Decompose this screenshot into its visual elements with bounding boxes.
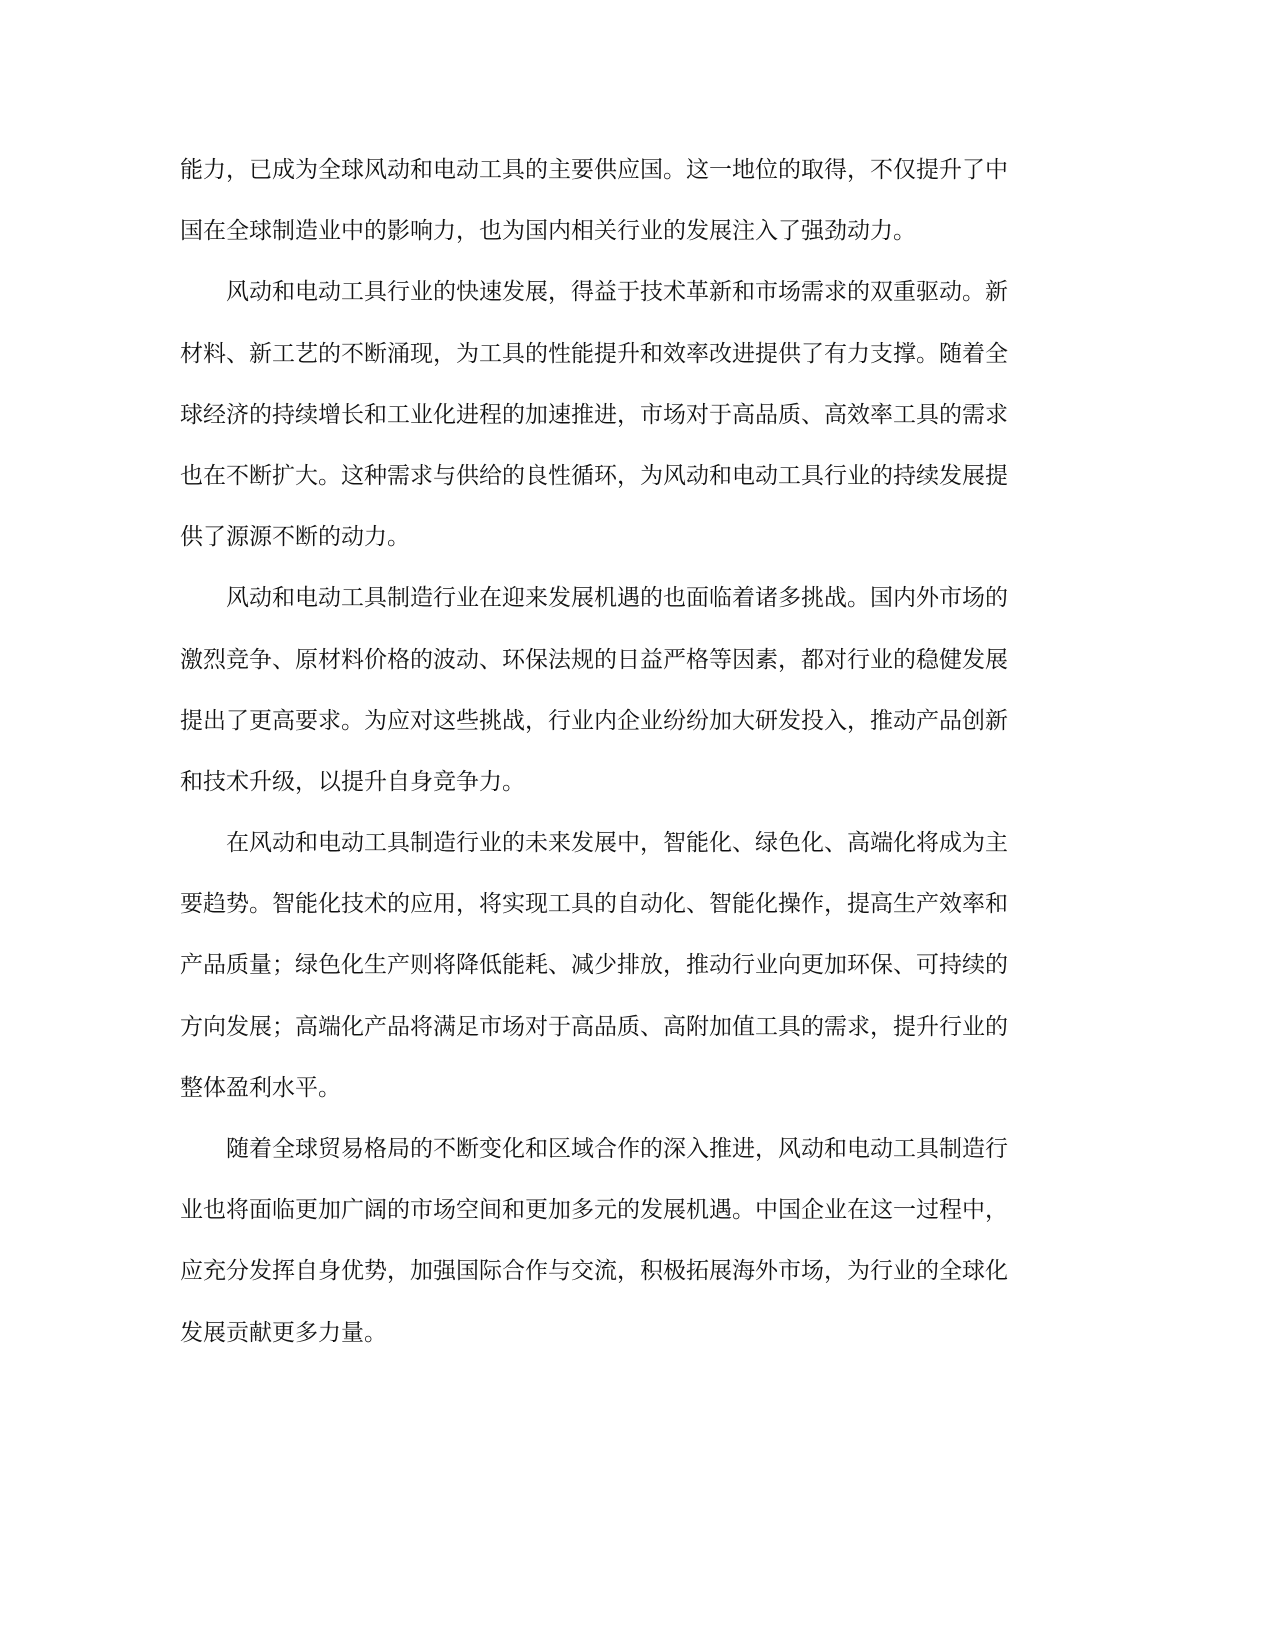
text-line: 业也将面临更加广阔的市场空间和更加多元的发展机遇。中国企业在这一过程中，	[180, 1197, 1008, 1224]
paragraph-first-line: 在风动和电动工具制造行业的未来发展中，智能化、绿色化、高端化将成为主	[226, 830, 1008, 857]
text-line: 要趋势。智能化技术的应用，将实现工具的自动化、智能化操作，提高生产效率和	[180, 891, 1008, 918]
text-line: 国在全球制造业中的影响力，也为国内相关行业的发展注入了强劲动力。	[180, 218, 916, 245]
body-text	[180, 140, 1036, 1364]
paragraph-first-line: 随着全球贸易格局的不断变化和区域合作的深入推进，风动和电动工具制造行	[226, 1136, 1008, 1162]
text-line: 产品质量；绿色化生产则将降低能耗、减少排放，推动行业向更加环保、可持续的	[180, 952, 1008, 979]
text-line: 发展贡献更多力量。	[180, 1319, 387, 1346]
text-line: 材料、新工艺的不断涌现，为工具的性能提升和效率改进提供了有力支撑。随着全	[180, 340, 1008, 367]
paragraph-first-line: 风动和电动工具行业的快速发展，得益于技术革新和市场需求的双重驱动。新	[226, 279, 1008, 306]
text-line: 能力，已成为全球风动和电动工具的主要供应国。这一地位的取得，不仅提升了中	[180, 157, 1008, 183]
text-line: 整体盈利水平。	[180, 1074, 341, 1101]
paragraph-first-line: 风动和电动工具制造行业在迎来发展机遇的也面临着诸多挑战。国内外市场的	[226, 585, 1008, 612]
text-line: 也在不断扩大。这种需求与供给的良性循环，为风动和电动工具行业的持续发展提	[180, 462, 1008, 489]
text-line: 提出了更高要求。为应对这些挑战，行业内企业纷纷加大研发投入，推动产品创新	[180, 707, 1008, 734]
text-line: 球经济的持续增长和工业化进程的加速推进，市场对于高品质、高效率工具的需求	[180, 401, 1008, 428]
text-line: 激烈竞争、原材料价格的波动、环保法规的日益严格等因素，都对行业的稳健发展	[180, 646, 1008, 673]
text-line: 供了源源不断的动力。	[180, 524, 410, 551]
text-line: 和技术升级，以提升自身竞争力。	[180, 768, 525, 795]
text-line: 方向发展；高端化产品将满足市场对于高品质、高附加值工具的需求，提升行业的	[180, 1013, 1008, 1040]
text-line: 应充分发挥自身优势，加强国际合作与交流，积极拓展海外市场，为行业的全球化	[180, 1258, 1008, 1285]
